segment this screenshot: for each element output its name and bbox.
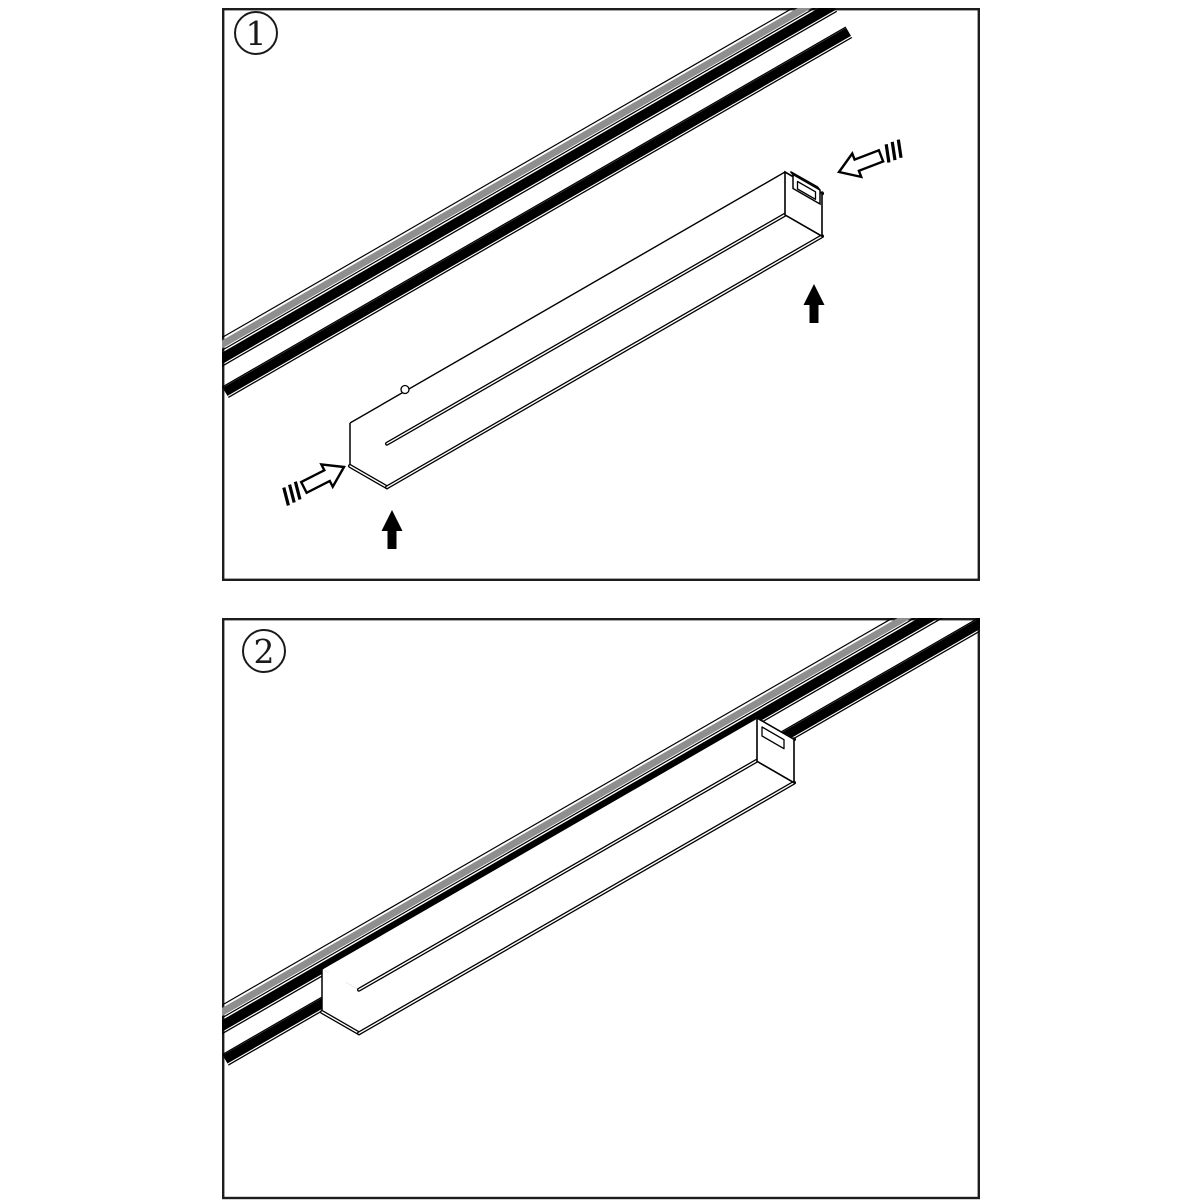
step-badge-1 — [235, 12, 277, 54]
fixture-bump — [401, 386, 409, 394]
panel-2-border — [223, 619, 979, 1198]
step-panel-2 — [222, 618, 980, 1200]
step-panel-1 — [222, 8, 980, 581]
step-number-1: 1 — [245, 14, 267, 53]
step-number-2: 2 — [253, 632, 275, 671]
step-badge-2 — [243, 630, 285, 672]
